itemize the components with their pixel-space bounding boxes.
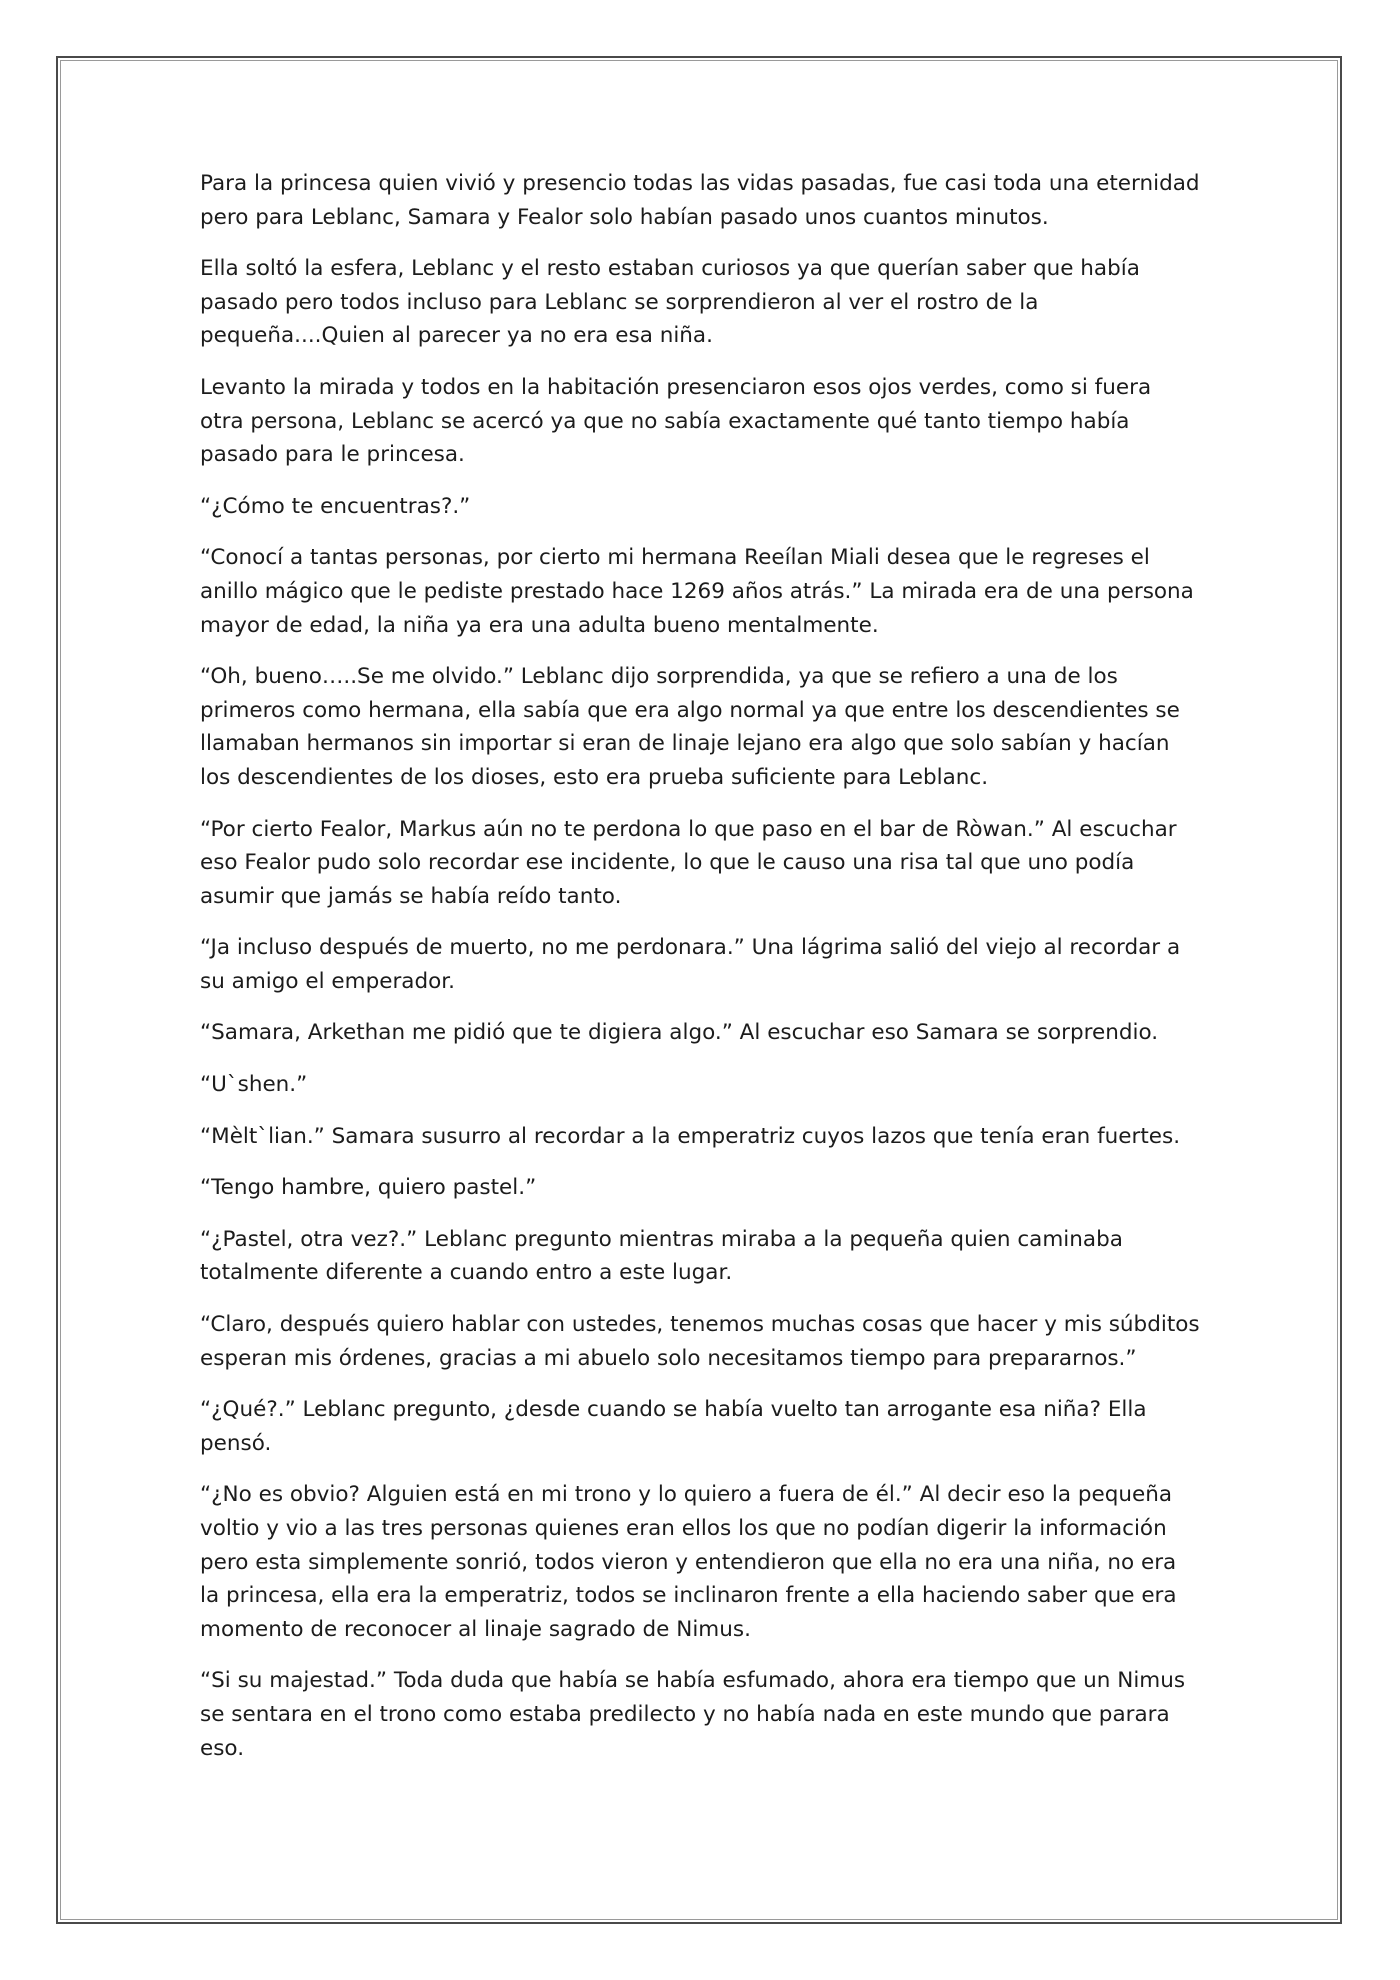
paragraph: “U`shen.” — [200, 1072, 308, 1098]
paragraph: “Claro, después quiero hablar con ustedes, tenemos muchas cosas que hacer y mis súbditos esperan mis órdenes, gracias a mi abuelo solo necesitamos tiempo para prepararnos.” — [200, 1312, 1200, 1371]
paragraph: “Por cierto Fealor, Markus aún no te perdona lo que paso en el bar de Ròwan.” Al escuchar eso Fealor pudo solo recordar ese incidente, lo que le causo una risa tal que uno podía asumir que jamás se había reído tanto. — [200, 816, 1177, 909]
paragraph: “¿Qué?.” Leblanc pregunto, ¿desde cuando se había vuelto tan arrogante esa niña? Ella pensó. — [200, 1397, 1147, 1456]
paragraph: “Samara, Arkethan me pidió que te digiera algo.” Al escuchar eso Samara se sorprendio. — [200, 1020, 1159, 1046]
paragraph: Ella soltó la esfera, Leblanc y el resto estaban curiosos ya que querían saber que había pasado pero todos incluso para Leblanc se sorprendieron al ver el rostro de la pequeña....Quien al parecer ya no era esa niña. — [200, 256, 1140, 349]
paragraph: “Oh, bueno…..Se me olvido.” Leblanc dijo sorprendida, ya que se refiero a una de los primeros como hermana, ella sabía que era algo normal ya que entre los descendientes se llamaban hermanos sin importar si eran de linaje lejano era algo que solo sabían y hacían los descendientes de los dioses, esto era prueba suficiente para Leblanc. — [200, 664, 1180, 790]
paragraph: “Si su majestad.” Toda duda que había se había esfumado, ahora era tiempo que un Nimus se sentara en el trono como estaba predilecto y no había nada en este mundo que parara eso. — [200, 1668, 1186, 1761]
paragraph: “Tengo hambre, quiero pastel.” — [200, 1175, 537, 1201]
paragraph: “Mèlt`lian.” Samara susurro al recordar a la emperatriz cuyos lazos que tenía eran fuertes. — [200, 1123, 1181, 1149]
paragraph: “¿Cómo te encuentras?.” — [200, 493, 471, 519]
paragraph: “¿Pastel, otra vez?.” Leblanc pregunto mientras miraba a la pequeña quien caminaba totalmente diferente a cuando entro a este lugar. — [200, 1226, 1123, 1286]
paragraph: Para la princesa quien vivió y presencio todas las vidas pasadas, fue casi toda una eternidad pero para Leblanc, Samara y Fealor solo habían pasado unos cuantos minutos. — [200, 171, 1200, 230]
paragraph: “Conocí a tantas personas, por cierto mi hermana Reeílan Miali desea que le regreses el anillo mágico que le pediste prestado hace 1269 años atrás.” La mirada era de una persona mayor de edad, la niña ya era una adulta bueno mentalmente. — [200, 545, 1194, 638]
paragraph: Levanto la mirada y todos en la habitación presenciaron esos ojos verdes, como si fuera otra persona, Leblanc se acercó ya que no sabía exactamente qué tanto tiempo había pasado para le princesa. — [200, 374, 1152, 468]
body-text — [200, 167, 1200, 1783]
paragraph: “Ja incluso después de muerto, no me perdonara.” Una lágrima salió del viejo al recordar a su amigo el emperador. — [200, 935, 1181, 994]
paragraph: “¿No es obvio? Alguien está en mi trono y lo quiero a fuera de él.” Al decir eso la pequeña voltio y vio a las tres personas quienes eran ellos los que no podían digerir la información pero esta simplemente sonrió, todos vieron y entendieron que ella no era una niña, no era la princesa, ella era la emperatriz, todos se inclinaron frente a ella haciendo saber que era momento de reconocer al linaje sagrado de Nimus. — [200, 1482, 1177, 1642]
